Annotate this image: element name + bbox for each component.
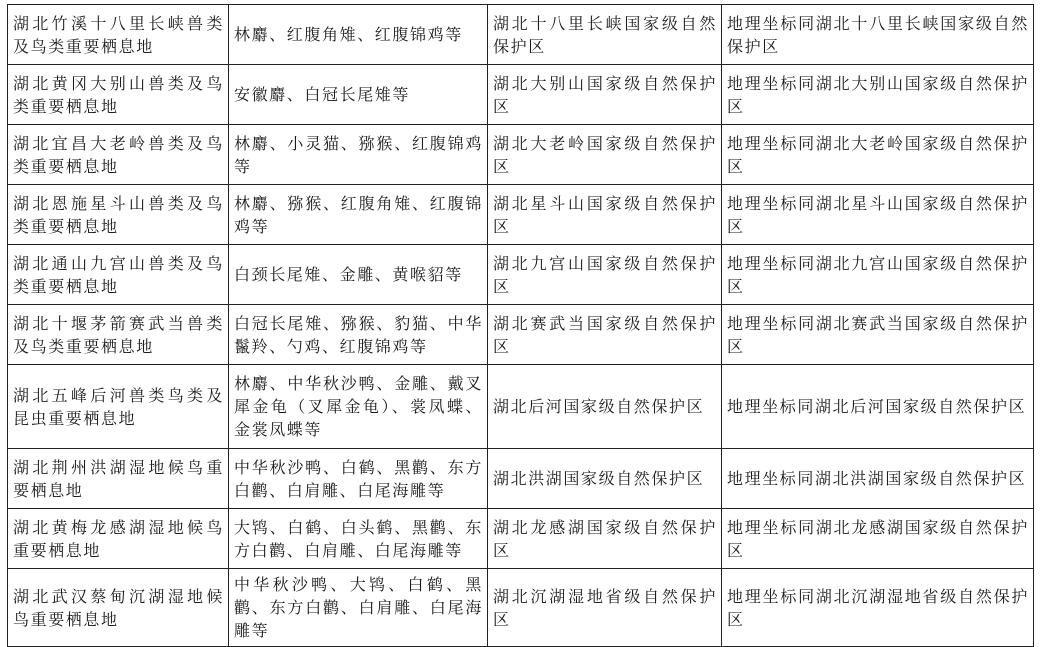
reserve-cell: 湖北后河国家级自然保护区 <box>488 365 722 449</box>
table-row <box>8 365 1034 449</box>
coordinates-cell: 地理坐标同湖北大老岭国家级自然保护区 <box>722 125 1034 185</box>
table-row <box>8 509 1034 569</box>
species-cell: 林麝、小灵猫、猕猴、红腹锦鸡等 <box>229 125 488 185</box>
habitat-name-cell: 湖北荆州洪湖湿地候鸟重要栖息地 <box>8 449 229 509</box>
table-row <box>8 185 1034 245</box>
table-row <box>8 245 1034 305</box>
reserve-cell: 湖北九宫山国家级自然保护区 <box>488 245 722 305</box>
species-cell: 中华秋沙鸭、大鸨、白鹤、黑鹳、东方白鹳、白肩雕、白尾海雕等 <box>229 569 488 647</box>
species-cell: 林麝、猕猴、红腹角雉、红腹锦鸡等 <box>229 185 488 245</box>
habitat-name-cell: 湖北十堰茅箭赛武当兽类及鸟类重要栖息地 <box>8 305 229 365</box>
reserve-cell: 湖北龙感湖国家级自然保护区 <box>488 509 722 569</box>
habitat-name-cell: 湖北五峰后河兽类鸟类及昆虫重要栖息地 <box>8 365 229 449</box>
coordinates-cell: 地理坐标同湖北后河国家级自然保护区 <box>722 365 1034 449</box>
table-row <box>8 5 1034 65</box>
habitat-name-cell: 湖北黄冈大别山兽类及鸟类重要栖息地 <box>8 65 229 125</box>
reserve-cell: 湖北洪湖国家级自然保护区 <box>488 449 722 509</box>
habitat-name-cell: 湖北竹溪十八里长峡兽类及鸟类重要栖息地 <box>8 5 229 65</box>
coordinates-cell: 地理坐标同湖北沉湖湿地省级自然保护区 <box>722 569 1034 647</box>
table-row <box>8 569 1034 647</box>
coordinates-cell: 地理坐标同湖北九宫山国家级自然保护区 <box>722 245 1034 305</box>
species-cell: 白颈长尾雉、金雕、黄喉貂等 <box>229 245 488 305</box>
reserve-cell: 湖北大老岭国家级自然保护区 <box>488 125 722 185</box>
habitat-name-cell: 湖北通山九宫山兽类及鸟类重要栖息地 <box>8 245 229 305</box>
table-row <box>8 125 1034 185</box>
table-row <box>8 449 1034 509</box>
habitat-name-cell: 湖北宜昌大老岭兽类及鸟类重要栖息地 <box>8 125 229 185</box>
species-cell: 林麝、红腹角雉、红腹锦鸡等 <box>229 5 488 65</box>
species-cell: 安徽麝、白冠长尾雉等 <box>229 65 488 125</box>
coordinates-cell: 地理坐标同湖北十八里长峡国家级自然保护区 <box>722 5 1034 65</box>
reserve-cell: 湖北大别山国家级自然保护区 <box>488 65 722 125</box>
habitat-name-cell: 湖北武汉蔡甸沉湖湿地候鸟重要栖息地 <box>8 569 229 647</box>
coordinates-cell: 地理坐标同湖北星斗山国家级自然保护区 <box>722 185 1034 245</box>
habitat-name-cell: 湖北恩施星斗山兽类及鸟类重要栖息地 <box>8 185 229 245</box>
coordinates-cell: 地理坐标同湖北大别山国家级自然保护区 <box>722 65 1034 125</box>
species-cell: 白冠长尾雉、猕猴、豹猫、中华鬣羚、勺鸡、红腹锦鸡等 <box>229 305 488 365</box>
reserve-cell: 湖北星斗山国家级自然保护区 <box>488 185 722 245</box>
reserve-cell: 湖北十八里长峡国家级自然保护区 <box>488 5 722 65</box>
habitat-table <box>7 4 1034 647</box>
reserve-cell: 湖北沉湖湿地省级自然保护区 <box>488 569 722 647</box>
habitat-name-cell: 湖北黄梅龙感湖湿地候鸟重要栖息地 <box>8 509 229 569</box>
species-cell: 大鸨、白鹤、白头鹤、黑鹳、东方白鹳、白肩雕、白尾海雕等 <box>229 509 488 569</box>
coordinates-cell: 地理坐标同湖北洪湖国家级自然保护区 <box>722 449 1034 509</box>
table-row <box>8 305 1034 365</box>
reserve-cell: 湖北赛武当国家级自然保护区 <box>488 305 722 365</box>
species-cell: 中华秋沙鸭、白鹤、黑鹳、东方白鹳、白肩雕、白尾海雕等 <box>229 449 488 509</box>
species-cell: 林麝、中华秋沙鸭、金雕、戴叉犀金龟（叉犀金龟）、裳凤蝶、金裳凤蝶等 <box>229 365 488 449</box>
table-row <box>8 65 1034 125</box>
coordinates-cell: 地理坐标同湖北龙感湖国家级自然保护区 <box>722 509 1034 569</box>
coordinates-cell: 地理坐标同湖北赛武当国家级自然保护区 <box>722 305 1034 365</box>
